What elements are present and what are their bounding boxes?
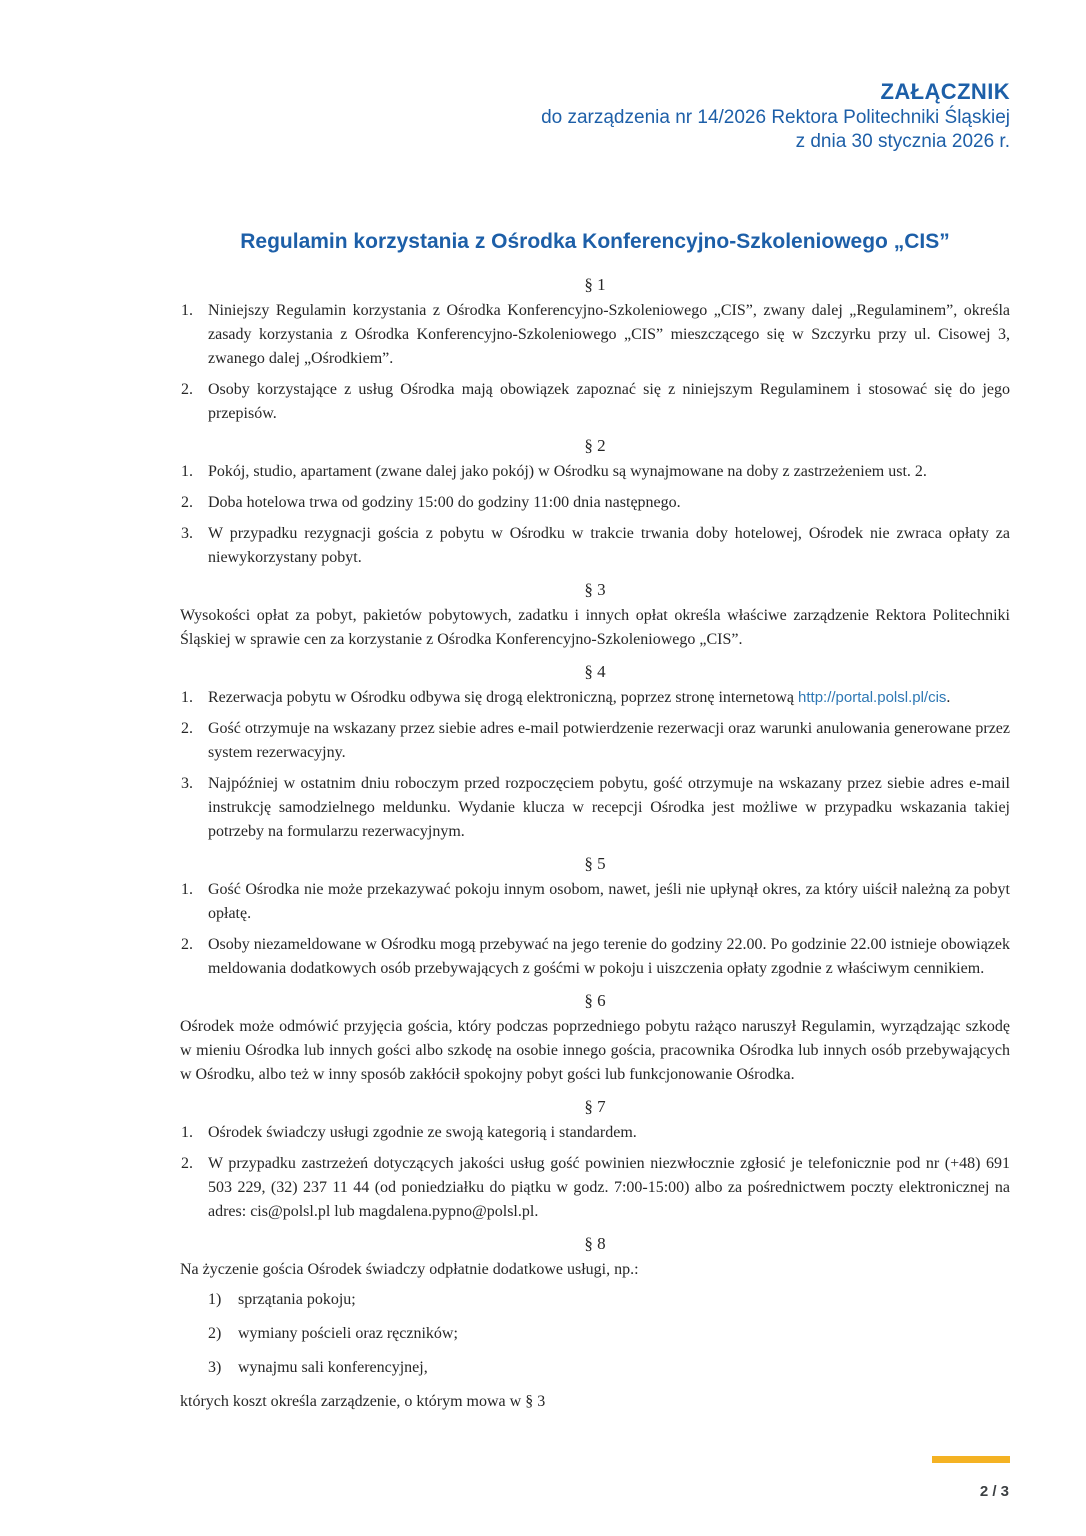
- portal-link[interactable]: http://portal.polsl.pl/cis: [798, 688, 947, 706]
- section-5-heading: § 5: [584, 853, 606, 873]
- list-item: Gość otrzymuje na wskazany przez siebie adres e-mail potwierdzenie rezerwacji oraz warunki anulowania generowane przez system rezerwacyjny.: [208, 719, 1010, 761]
- list-item: W przypadku rezygnacji gościa z pobytu w Ośrodku w trakcie trwania doby hotelowej, Ośrodek nie zwraca opłaty za niewykorzystany pobyt.: [208, 524, 1010, 566]
- section-8-heading: § 8: [584, 1233, 606, 1253]
- section-6-heading: § 6: [584, 990, 606, 1010]
- list-item: [180, 686, 1010, 710]
- list-item: Najpóźniej w ostatnim dniu roboczym przed rozpoczęciem pobytu, gość otrzymuje na wskazany przez siebie adres e-mail instrukcję samodzielnego meldunku. Wydanie klucza w recepcji Ośrodka jest możliwe w przypadku wskazania takiej potrzeby na formularzu rezerwacyjnym.: [208, 774, 1010, 840]
- section-7-heading: § 7: [584, 1096, 606, 1116]
- sublist-item: sprzątania pokoju;: [238, 1290, 356, 1308]
- section-1-list: [180, 299, 1010, 426]
- section-2-list: [180, 460, 1010, 570]
- list-item: Ośrodek świadczy usługi zgodnie ze swoją kategorią i standardem.: [208, 1123, 637, 1141]
- footer-accent-bar: [932, 1456, 1010, 1463]
- section-8-intro: Na życzenie gościa Ośrodek świadczy odpłatnie dodatkowe usługi, np.:: [180, 1260, 639, 1278]
- section-1-heading: § 1: [584, 274, 606, 294]
- document-title: Regulamin korzystania z Ośrodka Konferencyjno-Szkoleniowego „CIS”: [240, 229, 950, 253]
- item-suffix: .: [946, 688, 951, 706]
- paragraph: Ośrodek może odmówić przyjęcia gościa, który podczas poprzedniego pobytu rażąco naruszył Regulamin, wyrządzając szkodę w mieniu Ośrodka lub innych gości albo szkodę na osobie innego gościa, pracownika Ośrodka lub innych osób przebywających w Ośrodku, albo też w inny sposób zakłócił spokojny pobyt gości lub funkcjonowanie Ośrodka.: [180, 1017, 1010, 1083]
- section-3-heading: § 3: [584, 579, 606, 599]
- attachment-label: ZAŁĄCZNIK: [880, 79, 1010, 104]
- list-item: Pokój, studio, apartament (zwane dalej jako pokój) w Ośrodku są wynajmowane na doby z zastrzeżeniem ust. 2.: [208, 462, 927, 480]
- date-line: z dnia 30 stycznia 2026 r.: [795, 131, 1010, 153]
- list-item: Osoby niezameldowane w Ośrodku mogą przebywać na jego terenie do godziny 22.00. Po godzinie 22.00 istnieje obowiązek meldowania dodatkowych osób przebywających z gośćmi w pokoju i uiszczenia opłaty zgodnie z właściwym cennikiem.: [208, 935, 1011, 977]
- ordinance-line: do zarządzenia nr 14/2026 Rektora Politechniki Śląskiej: [541, 107, 1010, 129]
- paragraph: Wysokości opłat za pobyt, pakietów pobytowych, zadatku i innych opłat określa właściwe zarządzenie Rektora Politechniki Śląskiej w sprawie cen za korzystanie z Ośrodka Konferencyjno-Szkoleniowego „CIS”.: [180, 606, 1010, 648]
- sublist-item: wymiany pościeli oraz ręczników;: [238, 1324, 458, 1342]
- section-2-heading: § 2: [584, 435, 606, 455]
- item-text: Rezerwacja pobytu w Ośrodku odbywa się drogą elektroniczną, poprzez stronę internetową: [208, 688, 799, 706]
- section-4-heading: § 4: [584, 661, 606, 681]
- list-item: Doba hotelowa trwa od godziny 15:00 do godziny 11:00 dnia następnego.: [208, 493, 681, 511]
- page-indicator: 2 / 3: [979, 1483, 1009, 1500]
- section-4-list: [180, 686, 1010, 844]
- section-7-list: [180, 1121, 1010, 1224]
- section-5-list: [180, 878, 1010, 981]
- list-item: Gość Ośrodka nie może przekazywać pokoju innym osobom, nawet, jeśli nie upłynął okres, za który uiścił należną za pobyt opłatę.: [208, 880, 1010, 922]
- section-8-closing: których koszt określa zarządzenie, o którym mowa w § 3: [180, 1392, 546, 1410]
- list-item: Niniejszy Regulamin korzystania z Ośrodka Konferencyjno-Szkoleniowego „CIS”, zwany dalej „Regulaminem”, określa zasady korzystania z Ośrodka Konferencyjno-Szkoleniowego „CIS” mieszczącego się w Szczyrku przy ul. Cisowej 3, zwanego dalej „Ośrodkiem”.: [208, 301, 1010, 367]
- sublist-item: wynajmu sali konferencyjnej,: [238, 1358, 428, 1376]
- list-item: Osoby korzystające z usług Ośrodka mają obowiązek zapoznać się z niniejszym Regulaminem i stosować się do jego przepisów.: [208, 380, 1010, 422]
- list-item: W przypadku zastrzeżeń dotyczących jakości usług gość powinien niezwłocznie zgłosić je telefonicznie pod nr (+48) 691 503 229, (32) 237 11 44 (od poniedziałku do piątku w godz. 7:00-15:00) albo za pośrednictwem poczty elektronicznej na adres: cis@polsl.pl lub magdalena.pypno@polsl.pl.: [208, 1154, 1010, 1220]
- attachment-header: [180, 78, 1010, 155]
- section-8-sublist: [180, 1288, 1010, 1380]
